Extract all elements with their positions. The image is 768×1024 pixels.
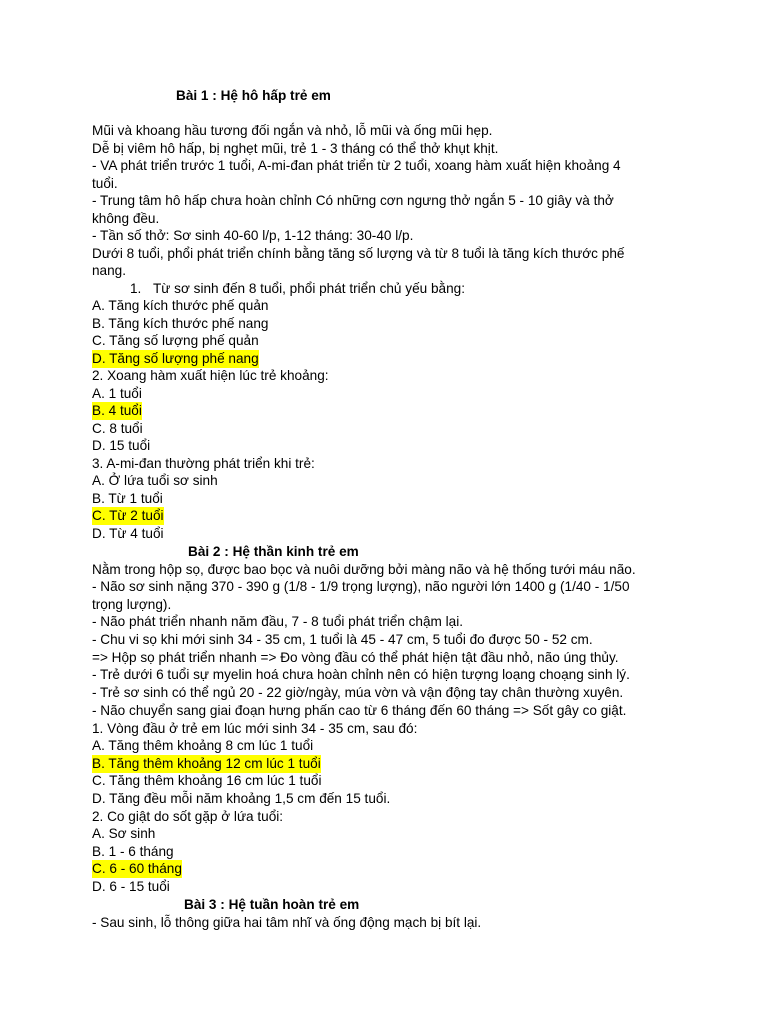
lesson-1-q1-option-c: C. Tăng số lượng phế quản: [92, 333, 259, 348]
lesson-1-text-line: Dưới 8 tuổi, phổi phát triển chính bằng tăng số lượng và từ 8 tuổi là tăng kích thước phế: [92, 246, 625, 261]
lesson-1-q3-option-b: B. Từ 1 tuổi: [92, 491, 163, 506]
lesson-1-q3-option-c-answer: C. Từ 2 tuổi: [92, 508, 164, 523]
lesson-2-q1-option-a: A. Tăng thêm khoảng 8 cm lúc 1 tuổi: [92, 738, 314, 753]
lesson-2-text-line: - Não sơ sinh nặng 370 - 390 g (1/8 - 1/9 trọng lượng), não người lớn 1400 g (1/40 - 1/50: [92, 579, 630, 594]
lesson-3-title: Bài 3 : Hệ tuần hoàn trẻ em: [184, 897, 360, 912]
lesson-1-q2-option-d: D. 15 tuổi: [92, 438, 151, 453]
lesson-2-q1-option-d: D. Tăng đều mỗi năm khoảng 1,5 cm đến 15 tuổi.: [92, 791, 391, 806]
lesson-1-q2-option-c: C. 8 tuổi: [92, 421, 143, 436]
lesson-2-q2-question: 2. Co giật do sốt gặp ở lứa tuổi:: [92, 809, 284, 824]
lesson-1-q3-option-d: D. Từ 4 tuổi: [92, 526, 164, 541]
lesson-1-q3-option-a: A. Ở lứa tuổi sơ sinh: [92, 473, 218, 488]
lesson-1-text-line: nang.: [92, 263, 127, 278]
lesson-1-q2-question: 2. Xoang hàm xuất hiện lúc trẻ khoảng:: [92, 368, 329, 383]
lesson-2-text-line: - Não chuyển sang giai đoạn hưng phấn cao từ 6 tháng đến 60 tháng => Sốt gây co giật.: [92, 703, 627, 718]
lesson-2-q2-option-c-answer: C. 6 - 60 tháng: [92, 861, 182, 876]
lesson-1-text-line: Dễ bị viêm hô hấp, bị nghẹt mũi, trẻ 1 - 3 tháng có thể thở khụt khịt.: [92, 141, 499, 156]
lesson-2-text-line: - Trẻ dưới 6 tuổi sự myelin hoá chưa hoàn chỉnh nên có hiện tượng loạng choạng sinh lý.: [92, 667, 630, 682]
lesson-1-q1-option-d-answer: D. Tăng số lượng phế nang: [92, 351, 259, 366]
lesson-2-text-line: Nằm trong hộp sọ, được bao bọc và nuôi dưỡng bởi màng não và hệ thống tưới máu não.: [92, 562, 636, 577]
lesson-2-q2-option-b: B. 1 - 6 tháng: [92, 844, 174, 859]
lesson-1-text-line: - Tần số thở: Sơ sinh 40-60 l/p, 1-12 tháng: 30-40 l/p.: [92, 228, 414, 243]
lesson-1-text-line: Mũi và khoang hầu tương đối ngắn và nhỏ, lỗ mũi và ống mũi hẹp.: [92, 123, 493, 138]
lesson-1-q1-question: Từ sơ sinh đến 8 tuổi, phổi phát triển chủ yếu bằng:: [153, 281, 465, 296]
lesson-2-q1-option-c: C. Tăng thêm khoảng 16 cm lúc 1 tuổi: [92, 773, 322, 788]
lesson-1-title: Bài 1 : Hệ hô hấp trẻ em: [176, 88, 331, 103]
lesson-2-q1-question: 1. Vòng đầu ở trẻ em lúc mới sinh 34 - 35 cm, sau đó:: [92, 721, 418, 736]
lesson-2-text-line: - Trẻ sơ sinh có thể ngủ 20 - 22 giờ/ngày, múa vờn và vận động tay chân thường xuyên.: [92, 685, 624, 700]
lesson-2-text-line: - Não phát triển nhanh năm đầu, 7 - 8 tuổi phát triển chậm lại.: [92, 614, 464, 629]
lesson-1-q1-option-a: A. Tăng kích thước phế quản: [92, 298, 269, 313]
lesson-1-q2-option-b-answer: B. 4 tuổi: [92, 403, 142, 418]
lesson-3-text-line: - Sau sinh, lỗ thông giữa hai tâm nhĩ và ống động mạch bị bít lại.: [92, 915, 482, 930]
lesson-2-q2-option-d: D. 6 - 15 tuổi: [92, 879, 170, 894]
lesson-1-q2-option-a: A. 1 tuổi: [92, 386, 142, 401]
lesson-1-text-line: tuổi.: [92, 176, 118, 191]
lesson-1-q3-question: 3. A-mi-đan thường phát triển khi trẻ:: [92, 456, 315, 471]
lesson-1-q1-number: 1.: [130, 281, 142, 296]
lesson-2-text-line: - Chu vi sọ khi mới sinh 34 - 35 cm, 1 tuổi là 45 - 47 cm, 5 tuổi đo được 50 - 52 cm.: [92, 632, 593, 647]
lesson-2-title: Bài 2 : Hệ thần kinh trẻ em: [188, 544, 359, 559]
lesson-2-text-line: trọng lượng).: [92, 597, 172, 612]
lesson-1-text-line: - Trung tâm hô hấp chưa hoàn chỉnh Có những cơn ngưng thở ngắn 5 - 10 giây và thở: [92, 193, 614, 208]
lesson-2-q2-option-a: A. Sơ sinh: [92, 826, 156, 841]
lesson-1-text-line: không đều.: [92, 211, 160, 226]
lesson-2-text-line: => Hộp sọ phát triển nhanh => Đo vòng đầu có thể phát hiện tật đầu nhỏ, não úng thủy.: [92, 650, 619, 665]
lesson-1-text-line: - VA phát triển trước 1 tuổi, A-mi-đan phát triển từ 2 tuổi, xoang hàm xuất hiện khoảng 4: [92, 158, 621, 173]
lesson-2-q1-option-b-answer: B. Tăng thêm khoảng 12 cm lúc 1 tuổi: [92, 756, 321, 771]
lesson-1-q1-option-b: B. Tăng kích thước phế nang: [92, 316, 269, 331]
